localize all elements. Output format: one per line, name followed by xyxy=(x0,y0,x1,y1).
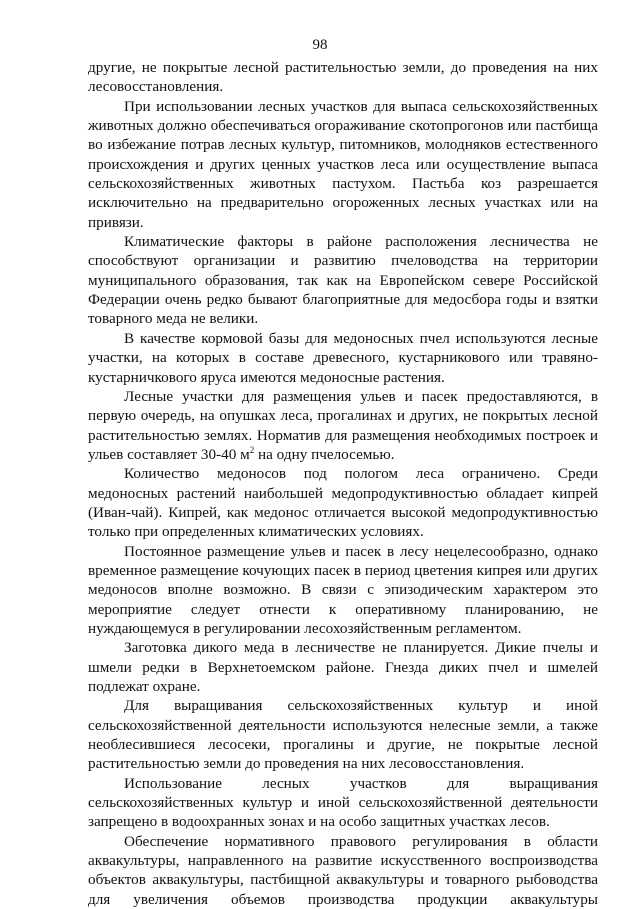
paragraph-honey-plants: Количество медоносов под пологом леса ограничено. Среди медоносных растений наибольшей медопродуктивностью обладает кипрей (Иван-чай). Кипрей, как медонос отличается высокой медопродуктивностью только при определенных климатических условиях. xyxy=(88,465,598,541)
paragraph-continuation: другие, не покрытые лесной растительностью земли, до проведения на них лесовосстановления. xyxy=(88,59,598,96)
paragraph-wild-honey: Заготовка дикого меда в лесничестве не планируется. Дикие пчелы и шмели редки в Верхнетоемском районе. Гнезда диких пчел и шмелей подлежат охране. xyxy=(88,639,598,695)
hive-placement-text: Лесные участки для размещения ульев и пасек предоставляются, в первую очередь, на опушках леса, прогалинах и других, не покрытых лесной растительностью землях. Норматив для размещения необходимых построек и ульев составляет 30-40 м xyxy=(88,387,598,463)
paragraph-livestock-grazing: При использовании лесных участков для выпаса сельскохозяйственных животных должно обеспечиваться огораживание скотопрогонов или пастбища во избежание потрав лесных культур, питомников, молодняков естественного происхождения и других ценных участков леса или осуществление выпаса сельскохозяйственных животных пастухом. Пастьба коз разрешается исключительно на предварительно огороженных лесных участках или на привязи. xyxy=(88,97,598,231)
hive-placement-text-end: на одну пчелосемью. xyxy=(254,445,395,463)
document-body xyxy=(88,58,598,909)
page-number: 98 xyxy=(312,37,328,53)
paragraph-aquaculture: Обеспечение нормативного правового регулирования в области аквакультуры, направленного на развитие искусственного воспроизводства объектов аквакультуры, пастбищной аквакультуры и товарного рыбоводства для увеличения объемов производства продукции аквакультуры xyxy=(88,832,598,908)
paragraph-climate-beekeeping: Климатические факторы в районе расположения лесничества не способствуют организации и развитию пчеловодства на территории муниципального образования, так как на Европейском севере Российской Федерации очень редко бывают благоприятные для медосбора годы и взятки товарного меда не велики. xyxy=(88,233,598,328)
paragraph-hive-placement xyxy=(88,387,598,464)
paragraph-apiary-relocation: Постоянное размещение ульев и пасек в лесу нецелесообразно, однако временное размещение кочующих пасек в период цветения кипрея или других медоносов вполне возможно. В связи с эпизодическим характером это мероприятие следует отнести к оперативному планированию, не нуждающемуся в регулировании лесохозяйственным регламентом. xyxy=(88,542,598,637)
paragraph-agricultural-land: Для выращивания сельскохозяйственных культур и иной сельскохозяйственной деятельности используются нелесные земли, а также необлесившиеся лесосеки, прогалины и другие, не покрытые лесной растительностью земли до проведения на них лесовосстановления. xyxy=(88,697,598,773)
square-meter-superscript: 2 xyxy=(249,444,255,455)
paragraph-forage-base: В качестве кормовой базы для медоносных пчел используются лесные участки, на которых в составе древесного, кустарникового или травяно-кустарничкового яруса имеются медоносные растения. xyxy=(88,329,598,386)
paragraph-agricultural-restrictions: Использование лесных участков для выращивания сельскохозяйственных культур и иной сельскохозяйственной деятельности запрещено в водоохранных зонах и на особо защитных участках лесов. xyxy=(88,774,598,831)
